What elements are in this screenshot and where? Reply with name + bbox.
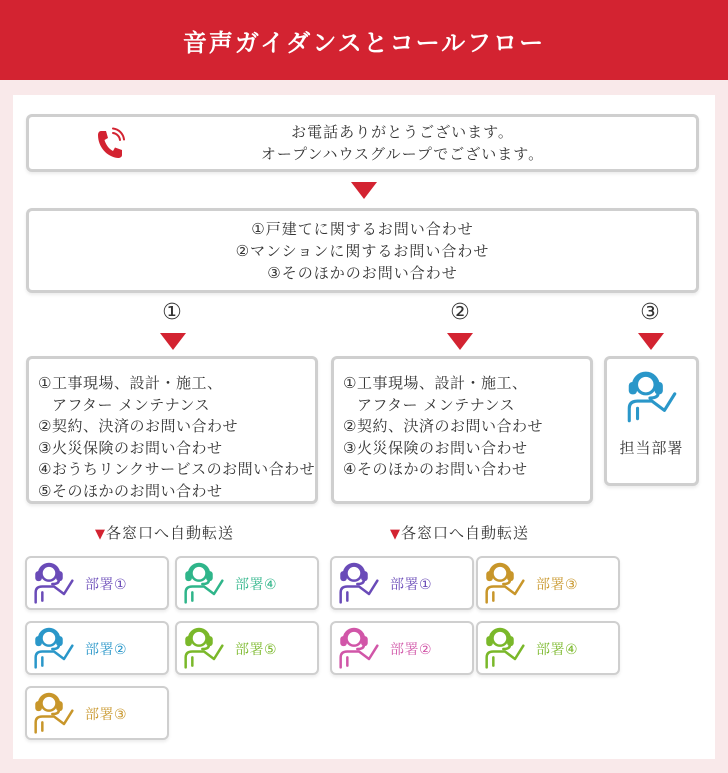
main-menu-box [26,208,699,293]
branch-label-1: ① [162,300,182,325]
department-card [330,621,474,675]
auto-forward-label-2 [390,522,529,543]
department-label: 部署① [390,577,433,593]
branch1-item: ②契約、決済のお問い合わせ [38,417,238,435]
department-card [476,556,620,610]
department-card [25,556,169,610]
department-label: 部署② [85,642,128,658]
department-label: 部署① [85,577,128,593]
department-card [476,621,620,675]
flow-arrow [160,333,186,350]
branch3-box [604,356,699,486]
forward-text: 各窓口へ自動転送 [106,524,235,542]
greeting-box [26,114,699,172]
department-card [25,686,169,740]
branch1-box [26,356,318,504]
branch2-item: ④そのほかのお問い合わせ [343,460,528,478]
department-label: 部署⑤ [235,642,278,658]
forward-marker: ▼ [95,527,106,542]
branch2-item: アフター メンテナンス [357,395,516,414]
forward-marker: ▼ [390,527,401,542]
department-card [330,556,474,610]
branch1-item: ③火災保険のお問い合わせ [38,438,223,457]
branch2-box [331,356,593,504]
operator-headset-icon [480,624,530,674]
department-card [25,621,169,675]
operator-headset-icon [179,624,229,674]
flow-arrow [447,333,473,350]
department-card [175,556,319,610]
operator-headset-icon [621,367,683,429]
branch3-label: 担当部署 [619,439,684,457]
operator-headset-icon [29,624,79,674]
operator-headset-icon [179,559,229,609]
operator-headset-icon [29,559,79,609]
department-label: 部署④ [536,642,579,658]
flow-arrow [351,182,377,199]
auto-forward-label-1 [95,522,234,543]
operator-headset-icon [334,624,384,674]
department-label: 部署③ [85,707,128,723]
department-label: 部署② [390,642,433,658]
branch2-item: ②契約、決済のお問い合わせ [343,417,543,435]
branch1-item: ①工事現場、設計・施工、 [38,374,223,392]
branch2-item: ③火災保険のお問い合わせ [343,438,528,457]
branch-label-3: ③ [640,300,660,325]
page-title: 音声ガイダンスとコールフロー [0,0,728,80]
branch-label-2: ② [450,300,470,325]
operator-headset-icon [334,559,384,609]
greeting-line2: オープンハウスグループでございます。 [260,145,545,163]
department-label: 部署③ [536,577,579,593]
main-menu-line2: ②マンションに関するお問い合わせ [235,241,490,260]
department-card [175,621,319,675]
branch1-item: ⑤そのほかのお問い合わせ [38,481,223,500]
main-menu-line1: ①戸建てに関するお問い合わせ [251,219,474,238]
branch1-item: ④おうちリンクサービスのお問い合わせ [38,460,316,478]
forward-text: 各窓口へ自動転送 [401,524,530,542]
branch1-item: アフター メンテナンス [52,395,211,414]
main-menu-line3: ③そのほかのお問い合わせ [267,263,458,282]
branch2-item: ①工事現場、設計・施工、 [343,374,528,392]
operator-headset-icon [480,559,530,609]
department-label: 部署④ [235,577,278,593]
greeting-line1: お電話ありがとうございます。 [291,123,514,141]
phone-icon [95,127,125,161]
operator-headset-icon [29,689,79,739]
flow-arrow [638,333,664,350]
